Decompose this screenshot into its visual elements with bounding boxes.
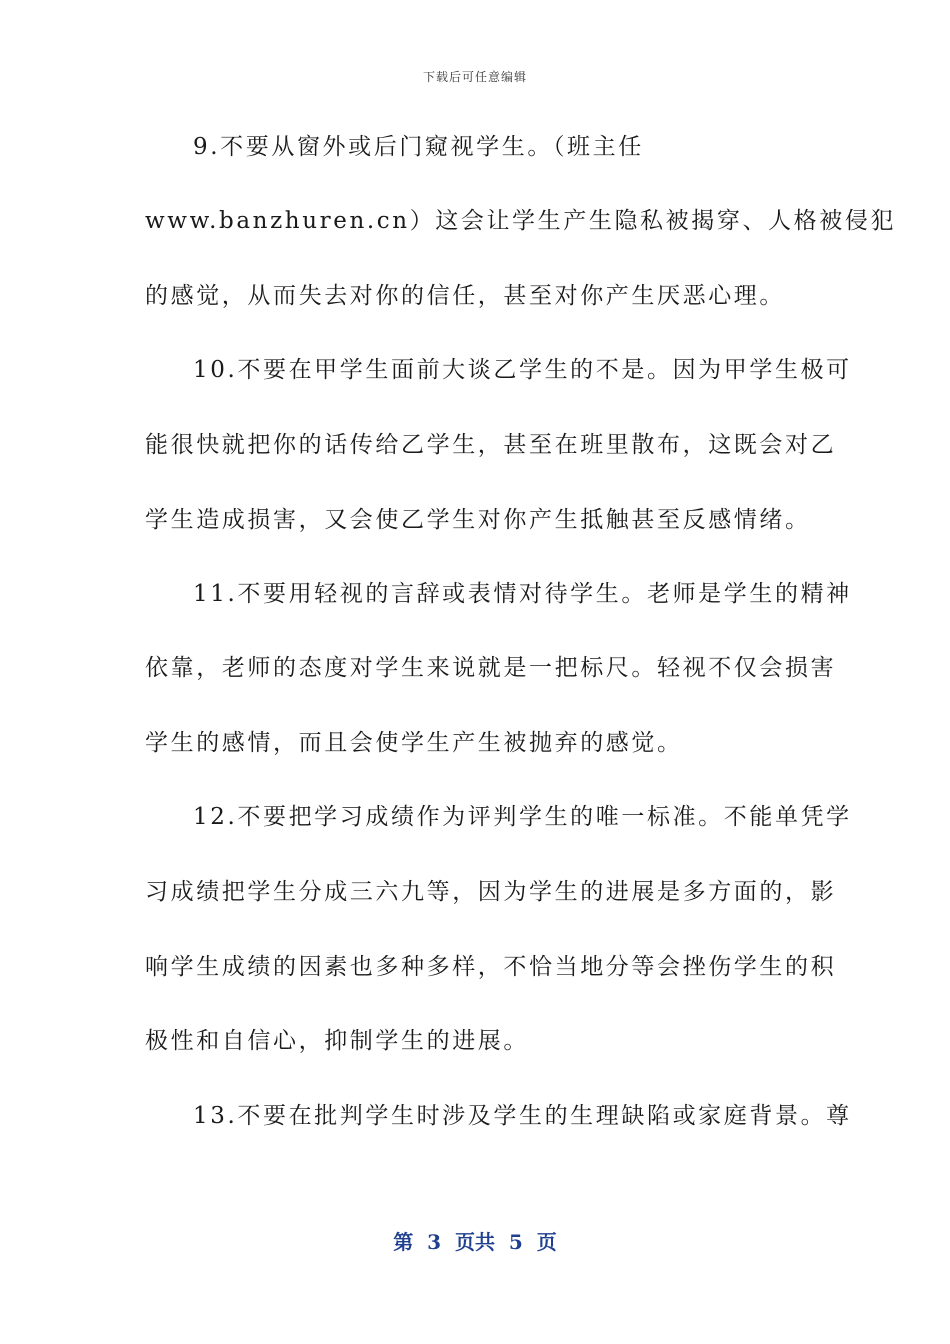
paragraph-line: 的感觉，从而失去对你的信任，甚至对你产生厌恶心理。 <box>145 283 785 309</box>
paragraph-line: 习成绩把学生分成三六九等，因为学生的进展是多方面的，影 <box>145 879 837 905</box>
paragraph-line: 能很快就把你的话传给乙学生，甚至在班里散布，这既会对乙 <box>145 432 837 458</box>
paragraph-line: 响学生成绩的因素也多种多样，不恰当地分等会挫伤学生的积 <box>145 954 837 980</box>
page-header: 下载后可任意编辑 <box>422 70 527 84</box>
page-number: 第 3 页共 5 页 <box>393 1230 557 1254</box>
paragraph-line: 学生的感情，而且会使学生产生被抛弃的感觉。 <box>145 730 683 756</box>
paragraph-line: 学生造成损害，又会使乙学生对你产生抵触甚至反感情绪。 <box>145 507 811 533</box>
paragraph-line: 10.不要在甲学生面前大谈乙学生的不是。因为甲学生极可 <box>193 357 852 383</box>
paragraph-line: 极性和自信心，抑制学生的进展。 <box>145 1028 529 1054</box>
paragraph-line: www.banzhuren.cn）这会让学生产生隐私被揭穿、人格被侵犯 <box>145 208 897 234</box>
paragraph-line: 9.不要从窗外或后门窥视学生。（班主任 <box>193 134 644 160</box>
paragraph-line: 11.不要用轻视的言辞或表情对待学生。老师是学生的精神 <box>193 581 852 607</box>
paragraph-line: 依靠，老师的态度对学生来说就是一把标尺。轻视不仅会损害 <box>145 655 837 681</box>
paragraph-line: 13.不要在批判学生时涉及学生的生理缺陷或家庭背景。尊 <box>193 1103 852 1129</box>
paragraph-line: 12.不要把学习成绩作为评判学生的唯一标准。不能单凭学 <box>193 804 852 830</box>
